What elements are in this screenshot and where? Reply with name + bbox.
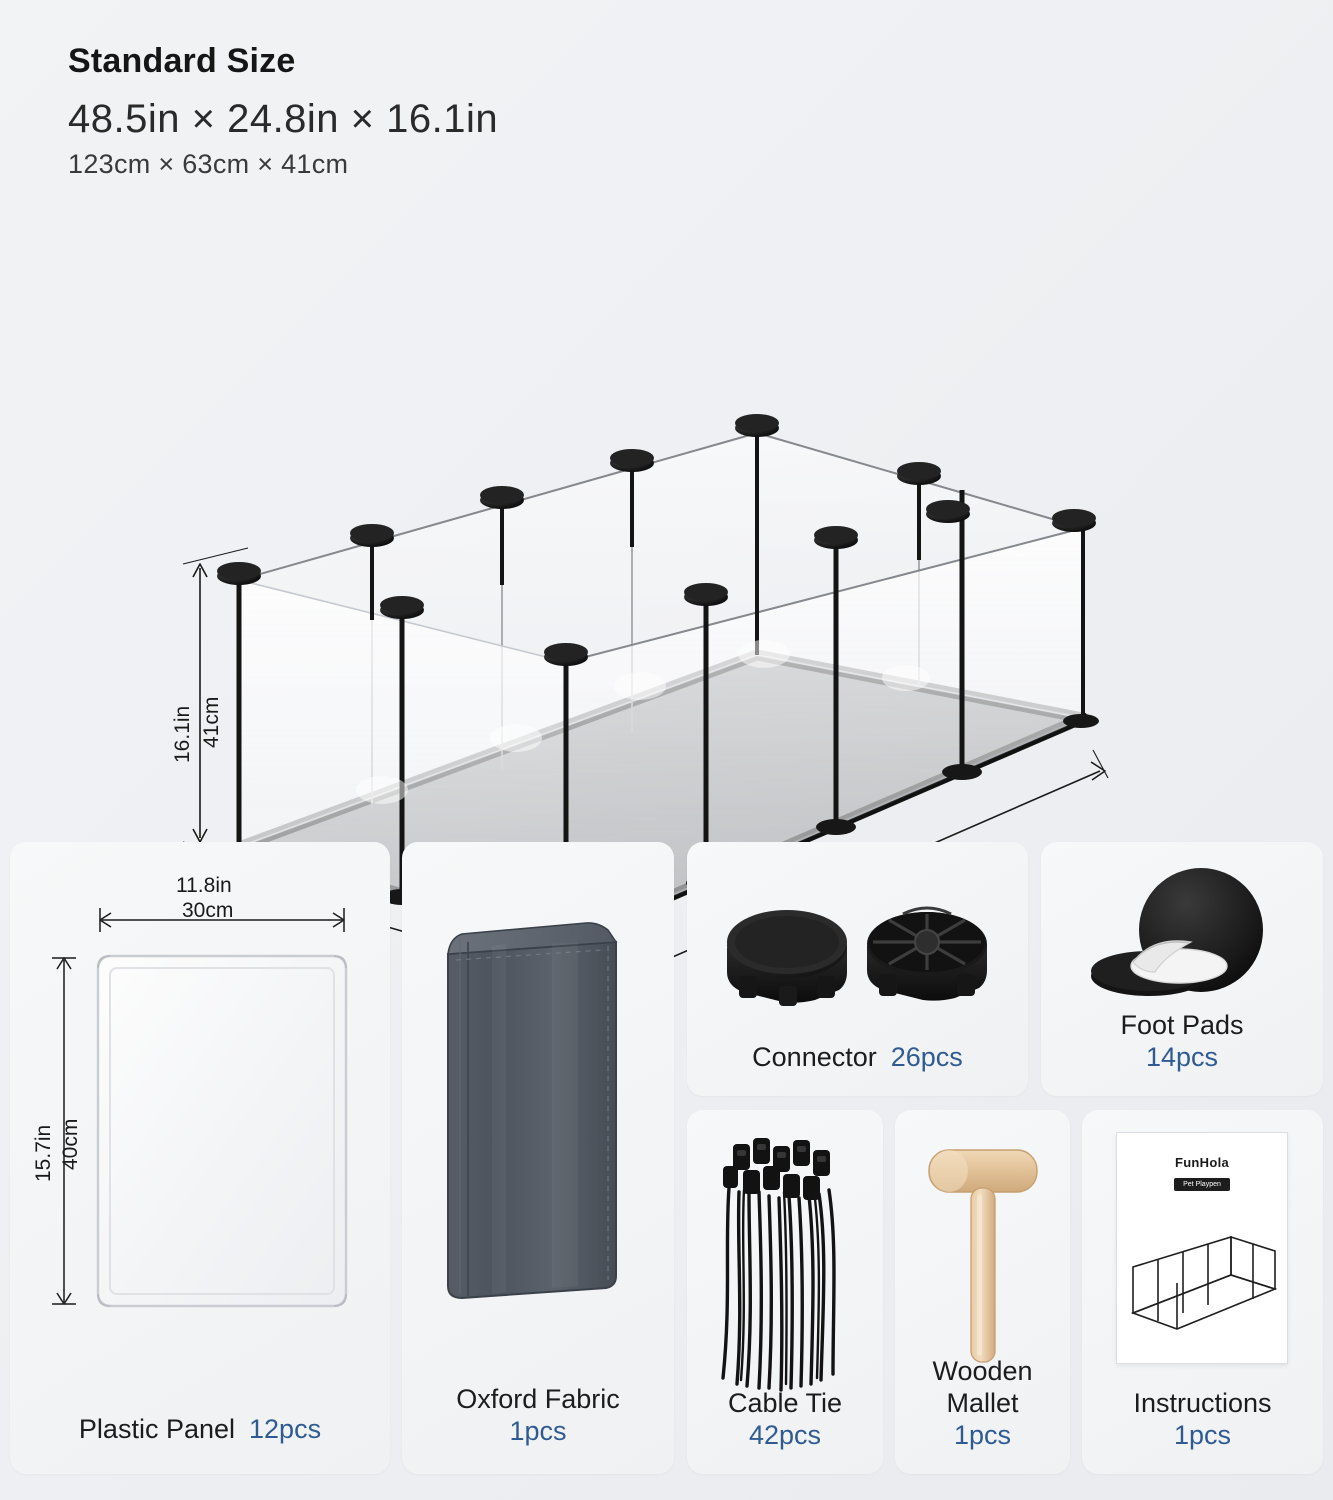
panel-qty: 12pcs [249,1414,322,1445]
footpads-qty: 14pcs [1145,1042,1219,1073]
mallet-label: Wooden [932,1356,1033,1387]
instruction-brand: FunHola [1174,1155,1230,1170]
footpads-card [1041,842,1323,1096]
cabletie-label: Cable Tie [727,1388,843,1419]
height-label-in: 16.1in [171,705,194,763]
fabric-label: Oxford Fabric [456,1384,620,1415]
page-title: Standard Size [68,42,296,80]
fabric-card [402,842,674,1474]
panel-label: Plastic Panel [78,1414,236,1445]
connector-label: Connector [752,1042,877,1073]
instructions-label: Instructions [1133,1388,1272,1419]
footpads-label: Foot Pads [1120,1010,1244,1041]
parts-list [0,838,1333,1478]
cabletie-qty: 42pcs [748,1420,822,1451]
playpen-diagram [0,190,1333,820]
panel-width-cm: 30cm [182,899,234,922]
connector-inner-view [867,908,987,1001]
dimensions-inches: 48.5in × 24.8in × 16.1in [68,97,499,141]
dimensions-cm: 123cm × 63cm × 41cm [68,149,349,179]
mallet-qty: 1pcs [953,1420,1012,1451]
connector-top-view [727,910,847,1006]
connector-qty: 26pcs [890,1042,963,1073]
panel-height-cm: 40cm [59,1118,82,1170]
connector-card [687,842,1028,1096]
instructions-card [1082,1110,1323,1474]
panel-width-in: 11.8in [176,874,232,897]
height-label-cm: 41cm [200,696,223,748]
mallet-label-2: Mallet [946,1388,1019,1419]
header-block [68,42,498,180]
panel-height-in: 15.7in [32,1124,55,1182]
cabletie-card [687,1110,883,1474]
instructions-qty: 1pcs [1173,1420,1232,1451]
instruction-sheet [1116,1132,1288,1364]
fabric-qty: 1pcs [509,1416,567,1447]
mallet-card [895,1110,1070,1474]
instruction-subtitle: Pet Playpen [1174,1178,1230,1191]
panel-card [10,842,390,1474]
